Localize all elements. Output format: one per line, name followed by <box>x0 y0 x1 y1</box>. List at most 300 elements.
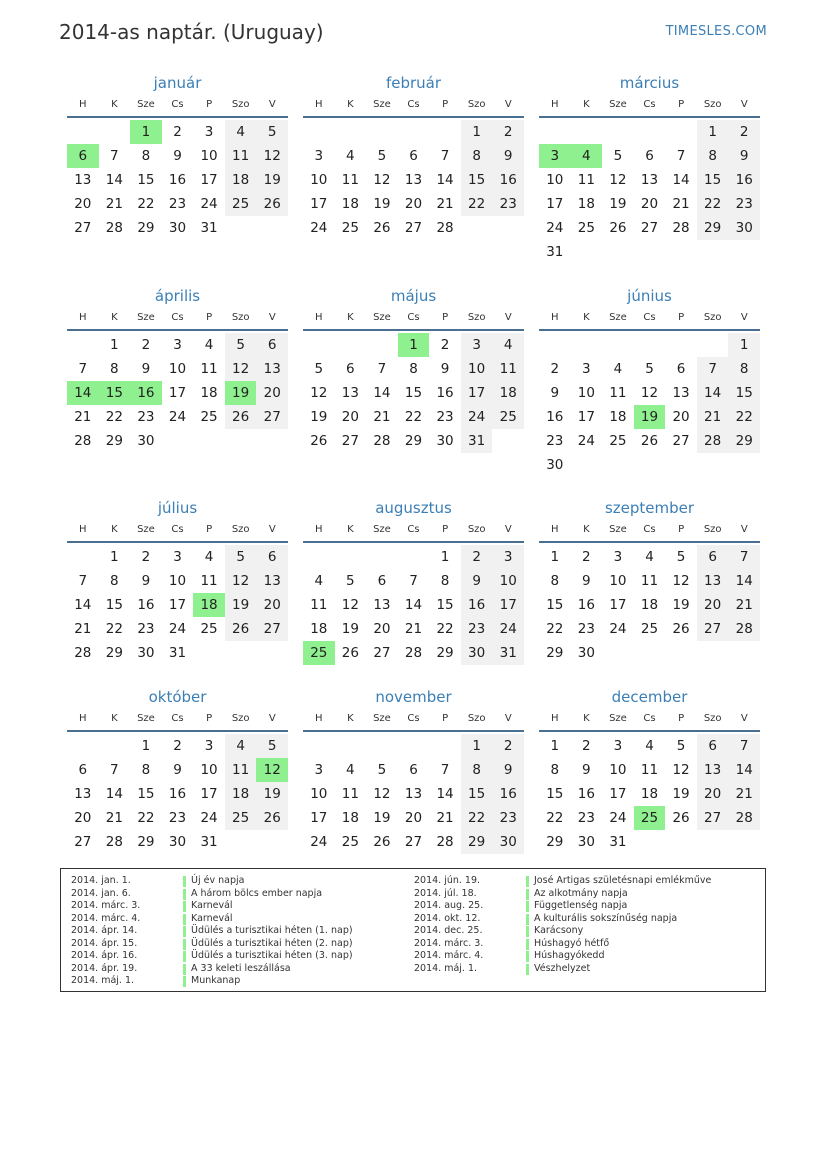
day-cell: 13 <box>672 385 690 401</box>
day-cell: 6 <box>409 148 418 164</box>
day-cell: 22 <box>105 409 123 425</box>
day-cell: 11 <box>200 361 218 377</box>
day-cell: 26 <box>373 834 391 850</box>
day-cell: 8 <box>550 573 560 589</box>
empty-cell <box>335 333 367 357</box>
day-cell: 8 <box>141 762 151 778</box>
legend-holiday-name: Karácsony <box>534 925 584 936</box>
day-cell: 23 <box>137 409 155 425</box>
legend-holiday-name: José Artigas születésnapi emlékműve <box>534 875 712 886</box>
day-cell: 4 <box>204 549 214 565</box>
day-cell: 21 <box>404 621 423 637</box>
day-cell: 18 <box>310 621 328 637</box>
day-cell: 17 <box>310 196 328 212</box>
legend-row <box>61 938 353 951</box>
day-cell: 18 <box>225 168 257 192</box>
weekday-label: Cs <box>407 99 420 110</box>
day-cell: 11 <box>310 597 328 613</box>
weekday-label: Sze <box>373 524 391 535</box>
day-cell: 12 <box>672 573 690 589</box>
legend-holiday-name: A kulturális sokszínűség napja <box>534 912 678 924</box>
day-cell: 21 <box>373 409 391 425</box>
weekday-header <box>303 307 524 331</box>
weekday-header <box>67 307 288 331</box>
weekday-label: Szo <box>703 713 722 724</box>
day-cell: 20 <box>404 196 423 212</box>
empty-cell <box>99 734 131 758</box>
day-cell: 17 <box>168 385 187 401</box>
weekday-label: P <box>442 99 449 110</box>
day-cell: 5 <box>377 148 387 164</box>
day-cell: 28 <box>404 645 423 661</box>
weekday-label: Szo <box>703 524 722 535</box>
month-június <box>539 285 760 477</box>
day-cell: 15 <box>697 168 729 192</box>
day-cell: 4 <box>492 333 524 357</box>
day-cell: 11 <box>341 786 359 802</box>
day-cell: 11 <box>577 172 595 188</box>
legend-holiday-name: A 33 keleti leszállása <box>191 962 291 974</box>
day-cell: 20 <box>341 409 359 425</box>
day-cell: 30 <box>546 457 564 473</box>
legend-date: 2014. ápr. 19. <box>71 962 138 974</box>
empty-cell <box>335 545 367 569</box>
day-cell: 30 <box>728 216 760 240</box>
empty-cell <box>398 545 430 569</box>
day-cell: 16 <box>492 168 524 192</box>
empty-cell <box>665 333 697 357</box>
weekday-label: K <box>111 99 118 110</box>
day-cell: 14 <box>436 172 454 188</box>
weekday-label: Cs <box>171 713 184 724</box>
day-cell: 11 <box>640 573 659 589</box>
day-cell: 28 <box>74 645 92 661</box>
day-cell: 7 <box>440 762 450 778</box>
legend-date: 2014. márc. 4. <box>414 950 484 961</box>
weekday-label: Szo <box>467 713 486 724</box>
day-cell: 16 <box>577 597 595 613</box>
day-cell: 12 <box>225 357 257 381</box>
legend-date: 2014. júl. 18. <box>414 887 477 899</box>
day-cell: 12 <box>672 762 690 778</box>
day-cell: 20 <box>672 409 690 425</box>
day-cell: 16 <box>492 782 524 806</box>
legend-row <box>61 925 353 938</box>
day-cell: 10 <box>492 569 524 593</box>
weekday-label: Szo <box>467 524 486 535</box>
day-cell: 5 <box>256 120 288 144</box>
day-cell: 18 <box>200 385 218 401</box>
empty-cell <box>303 120 335 144</box>
weekday-label: V <box>268 524 276 535</box>
day-cell: 2 <box>173 124 182 140</box>
empty-cell <box>335 734 367 758</box>
day-cell: 27 <box>74 220 92 236</box>
day-cell: 26 <box>256 192 288 216</box>
day-cell: 28 <box>436 834 454 850</box>
weekday-label: K <box>347 99 354 110</box>
month-november <box>303 686 524 854</box>
empty-cell <box>366 734 398 758</box>
weekday-header <box>303 708 524 732</box>
empty-cell <box>602 120 634 144</box>
day-cell: 21 <box>728 782 760 806</box>
weekday-label: Szo <box>467 312 486 323</box>
day-cell: 29 <box>461 830 493 854</box>
day-cell: 21 <box>105 810 123 826</box>
weekday-label: P <box>678 524 685 535</box>
day-cell: 23 <box>577 621 595 637</box>
weekday-label: P <box>442 713 449 724</box>
weekday-label: V <box>268 99 276 110</box>
weekday-label: Cs <box>171 524 184 535</box>
page-title: 2014-as naptár. (Uruguay) <box>59 20 324 44</box>
legend-row <box>404 888 711 901</box>
weekday-label: K <box>347 524 354 535</box>
legend-holiday-name: Új év napja <box>191 875 245 886</box>
day-cell: 3 <box>461 333 493 357</box>
day-cell: 26 <box>225 617 257 641</box>
weekday-label: Sze <box>609 713 627 724</box>
day-cell: 10 <box>546 172 564 188</box>
day-cell: 11 <box>341 172 359 188</box>
day-cell: 7 <box>377 361 387 377</box>
legend-date: 2014. jún. 19. <box>414 875 481 886</box>
legend-color-marker <box>183 939 186 950</box>
empty-cell <box>571 120 603 144</box>
day-cell: 20 <box>256 593 288 617</box>
day-cell: 29 <box>436 645 454 661</box>
day-cell: 11 <box>492 357 524 381</box>
holiday-day-cell: 1 <box>398 333 430 357</box>
day-cell: 5 <box>225 333 257 357</box>
weekday-label: K <box>347 713 354 724</box>
weekday-label: K <box>583 312 590 323</box>
day-cell: 26 <box>640 433 659 449</box>
day-cell: 3 <box>314 148 324 164</box>
empty-cell <box>67 120 99 144</box>
empty-cell <box>697 333 729 357</box>
day-cell: 27 <box>373 645 391 661</box>
day-cell: 14 <box>105 172 123 188</box>
day-cell: 24 <box>310 834 328 850</box>
weekday-label: H <box>551 713 559 724</box>
day-cell: 15 <box>461 168 493 192</box>
month-október <box>67 686 288 854</box>
day-cell: 28 <box>105 834 123 850</box>
weekday-header <box>303 94 524 118</box>
legend-holiday-name: Üdülés a turisztikai héten (1. nap) <box>191 925 353 936</box>
day-cell: 17 <box>492 593 524 617</box>
day-cell: 26 <box>225 405 257 429</box>
day-cell: 27 <box>404 834 423 850</box>
legend-date: 2014. márc. 4. <box>71 912 141 924</box>
day-cell: 1 <box>461 120 493 144</box>
day-cell: 13 <box>74 786 92 802</box>
day-cell: 4 <box>645 738 654 754</box>
day-cell: 11 <box>640 762 659 778</box>
day-grid <box>539 333 760 477</box>
holiday-day-cell: 1 <box>130 120 162 144</box>
weekday-label: H <box>79 524 87 535</box>
day-cell: 5 <box>256 734 288 758</box>
weekday-label: V <box>740 524 748 535</box>
day-cell: 9 <box>173 762 182 778</box>
day-cell: 18 <box>577 196 595 212</box>
day-cell: 16 <box>168 172 187 188</box>
day-cell: 23 <box>577 810 595 826</box>
day-cell: 20 <box>697 593 729 617</box>
day-cell: 17 <box>609 786 627 802</box>
day-cell: 16 <box>546 409 564 425</box>
day-cell: 3 <box>582 361 591 377</box>
site-logo-link[interactable]: TIMESLES.COM <box>665 24 767 39</box>
day-cell: 17 <box>461 381 493 405</box>
day-cell: 7 <box>110 148 119 164</box>
day-cell: 30 <box>168 220 187 236</box>
day-cell: 22 <box>137 196 155 212</box>
day-cell: 18 <box>341 810 359 826</box>
day-cell: 10 <box>310 786 328 802</box>
day-cell: 9 <box>141 361 151 377</box>
day-cell: 4 <box>314 573 324 589</box>
weekday-label: Sze <box>609 312 627 323</box>
legend-row <box>404 913 711 926</box>
day-cell: 10 <box>168 573 187 589</box>
day-cell: 25 <box>577 220 595 236</box>
day-cell: 20 <box>404 810 423 826</box>
day-cell: 1 <box>110 337 119 353</box>
day-cell: 6 <box>346 361 355 377</box>
legend-color-marker <box>183 926 186 937</box>
legend-row <box>61 913 353 926</box>
day-cell: 3 <box>204 124 214 140</box>
legend-holiday-name: Üdülés a turisztikai héten (2. nap) <box>191 937 353 949</box>
day-cell: 25 <box>200 409 218 425</box>
day-cell: 29 <box>137 220 155 236</box>
day-cell: 2 <box>492 120 524 144</box>
day-grid <box>303 545 524 665</box>
day-cell: 27 <box>341 433 359 449</box>
weekday-label: K <box>583 713 590 724</box>
month-name: január <box>153 74 202 92</box>
day-cell: 3 <box>314 762 324 778</box>
day-cell: 24 <box>577 433 595 449</box>
day-cell: 6 <box>697 734 729 758</box>
day-cell: 18 <box>225 782 257 806</box>
day-cell: 8 <box>461 758 493 782</box>
day-cell: 24 <box>492 617 524 641</box>
day-cell: 19 <box>373 810 391 826</box>
day-cell: 23 <box>492 192 524 216</box>
day-cell: 6 <box>256 333 288 357</box>
day-cell: 15 <box>105 597 123 613</box>
legend-row <box>61 963 353 976</box>
holiday-day-cell: 16 <box>130 381 162 405</box>
legend-date: 2014. márc. 3. <box>414 937 484 949</box>
weekday-label: H <box>315 99 323 110</box>
day-cell: 7 <box>440 148 450 164</box>
weekday-header <box>67 708 288 732</box>
month-május <box>303 285 524 453</box>
day-cell: 20 <box>74 196 92 212</box>
day-grid <box>67 120 288 240</box>
day-cell: 9 <box>440 361 450 377</box>
day-cell: 20 <box>256 381 288 405</box>
legend-date: 2014. máj. 1. <box>71 975 135 986</box>
day-cell: 23 <box>461 617 493 641</box>
day-cell: 4 <box>204 337 214 353</box>
day-cell: 28 <box>105 220 123 236</box>
day-cell: 22 <box>728 405 760 429</box>
weekday-label: P <box>678 312 685 323</box>
day-cell: 28 <box>672 220 690 236</box>
day-cell: 19 <box>609 196 627 212</box>
day-grid <box>539 120 760 264</box>
day-cell: 17 <box>577 409 595 425</box>
day-cell: 2 <box>550 361 560 377</box>
legend-row <box>61 888 353 901</box>
day-cell: 5 <box>314 361 324 377</box>
day-cell: 27 <box>697 806 729 830</box>
day-cell: 8 <box>110 361 119 377</box>
day-cell: 2 <box>582 738 591 754</box>
day-cell: 1 <box>141 738 151 754</box>
weekday-label: Cs <box>171 99 184 110</box>
holiday-day-cell: 3 <box>539 144 571 168</box>
empty-cell <box>303 545 335 569</box>
legend-color-marker <box>526 914 529 925</box>
weekday-label: Cs <box>643 713 656 724</box>
day-cell: 4 <box>225 120 257 144</box>
empty-cell <box>67 333 99 357</box>
weekday-label: V <box>504 99 512 110</box>
holiday-day-cell: 14 <box>67 381 99 405</box>
day-cell: 24 <box>310 220 328 236</box>
weekday-label: Sze <box>137 713 155 724</box>
day-cell: 5 <box>225 545 257 569</box>
empty-cell <box>67 545 99 569</box>
day-cell: 18 <box>492 381 524 405</box>
day-cell: 2 <box>440 337 450 353</box>
legend-row <box>404 925 711 938</box>
day-cell: 15 <box>137 172 155 188</box>
month-name: március <box>619 74 680 92</box>
day-cell: 2 <box>461 545 493 569</box>
weekday-label: Sze <box>373 99 391 110</box>
day-cell: 6 <box>409 762 418 778</box>
weekday-label: P <box>678 713 685 724</box>
day-cell: 9 <box>173 148 182 164</box>
day-cell: 7 <box>728 734 760 758</box>
month-december <box>539 686 760 854</box>
weekday-label: Szo <box>703 312 722 323</box>
day-cell: 10 <box>200 148 218 164</box>
day-cell: 19 <box>672 597 690 613</box>
day-cell: 21 <box>697 405 729 429</box>
legend-color-marker <box>183 889 186 900</box>
day-cell: 14 <box>404 597 423 613</box>
day-cell: 15 <box>546 597 564 613</box>
day-cell: 5 <box>346 573 355 589</box>
legend-holiday-name: Az alkotmány napja <box>534 887 628 899</box>
holiday-day-cell: 19 <box>634 405 666 429</box>
day-cell: 8 <box>461 144 493 168</box>
holiday-day-cell: 18 <box>193 593 225 617</box>
day-cell: 13 <box>74 172 92 188</box>
weekday-label: H <box>315 713 323 724</box>
day-cell: 17 <box>200 172 218 188</box>
legend-holiday-name: Függetlenség napja <box>534 900 628 911</box>
day-cell: 26 <box>672 621 690 637</box>
weekday-label: P <box>206 713 213 724</box>
day-cell: 30 <box>461 641 493 665</box>
day-cell: 20 <box>697 782 729 806</box>
day-cell: 8 <box>409 361 418 377</box>
day-cell: 13 <box>256 569 288 593</box>
day-cell: 17 <box>546 196 564 212</box>
day-cell: 17 <box>609 597 627 613</box>
empty-cell <box>634 333 666 357</box>
day-cell: 2 <box>582 549 591 565</box>
day-cell: 16 <box>728 168 760 192</box>
day-cell: 24 <box>546 220 564 236</box>
day-cell: 7 <box>676 148 686 164</box>
weekday-label: V <box>504 312 512 323</box>
day-cell: 12 <box>310 385 328 401</box>
day-cell: 10 <box>200 762 218 778</box>
legend-holiday-name: Húshagyókedd <box>534 950 605 961</box>
weekday-label: K <box>347 312 354 323</box>
day-cell: 12 <box>609 172 627 188</box>
empty-cell <box>429 734 461 758</box>
weekday-label: Cs <box>171 312 184 323</box>
weekday-label: K <box>583 524 590 535</box>
day-cell: 30 <box>168 834 187 850</box>
day-cell: 22 <box>697 192 729 216</box>
day-cell: 31 <box>546 244 564 260</box>
day-cell: 15 <box>728 381 760 405</box>
day-cell: 22 <box>436 621 454 637</box>
weekday-label: Szo <box>231 713 250 724</box>
day-cell: 6 <box>78 762 88 778</box>
empty-cell <box>429 120 461 144</box>
weekday-label: P <box>206 99 213 110</box>
day-grid <box>303 120 524 240</box>
month-name: február <box>385 74 442 92</box>
day-cell: 25 <box>640 621 659 637</box>
legend-date: 2014. dec. 25. <box>414 925 483 936</box>
day-grid <box>539 734 760 854</box>
weekday-label: Szo <box>703 99 722 110</box>
day-cell: 8 <box>728 357 760 381</box>
legend-color-marker <box>526 889 529 900</box>
month-január <box>67 72 288 240</box>
day-cell: 30 <box>436 433 454 449</box>
weekday-label: H <box>79 713 87 724</box>
day-cell: 19 <box>672 786 690 802</box>
day-cell: 27 <box>404 220 423 236</box>
legend-date: 2014. ápr. 16. <box>71 950 138 961</box>
day-cell: 1 <box>550 549 560 565</box>
day-cell: 14 <box>697 381 729 405</box>
holiday-day-cell: 19 <box>225 381 257 405</box>
day-cell: 31 <box>461 429 493 453</box>
month-március <box>539 72 760 264</box>
day-cell: 5 <box>645 361 654 377</box>
weekday-label: V <box>504 713 512 724</box>
weekday-label: Sze <box>609 99 627 110</box>
